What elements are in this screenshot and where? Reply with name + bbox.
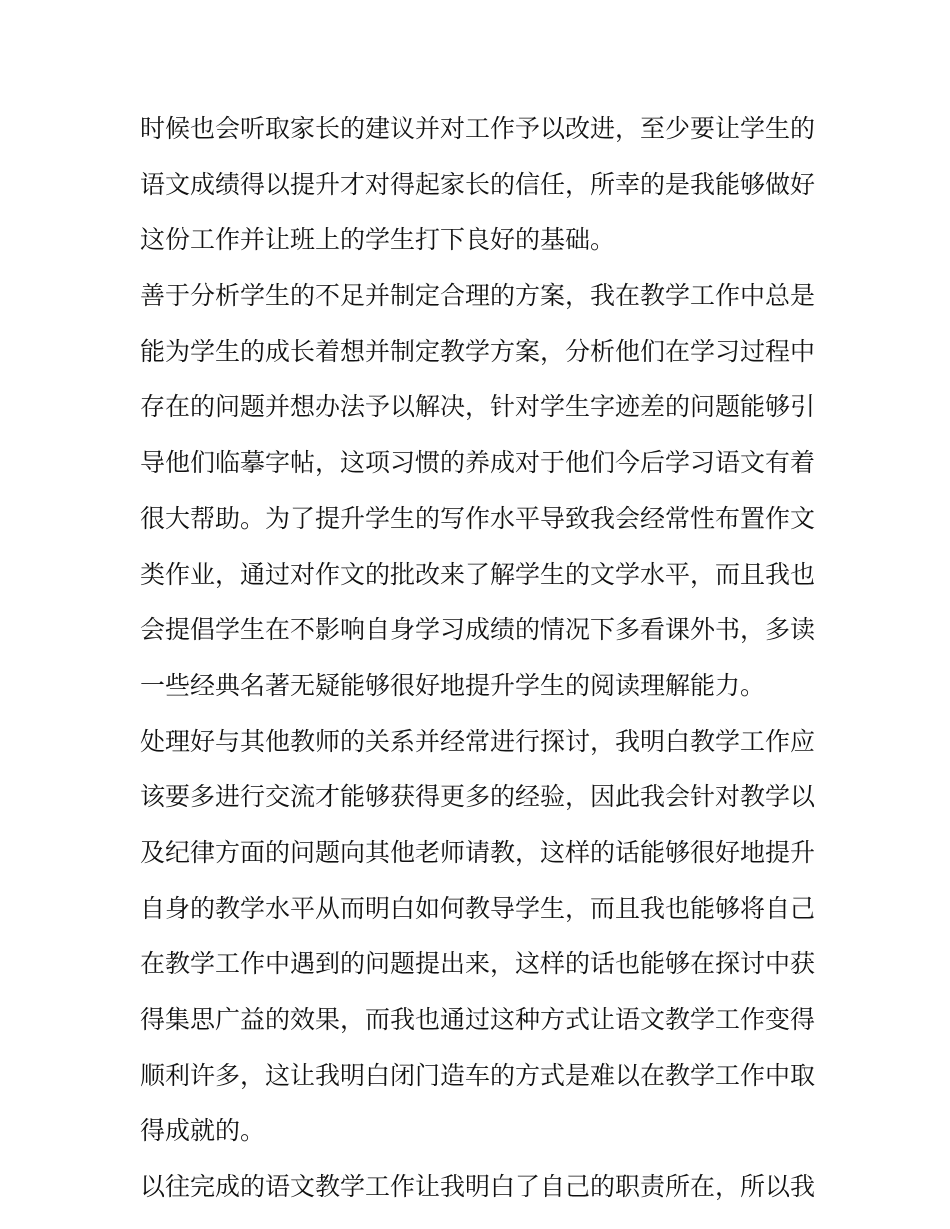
text-line: 会提倡学生在不影响自身学习成绩的情况下多看课外书，多读 <box>140 615 816 645</box>
text-line: 善于分析学生的不足并制定合理的方案，我在教学工作中总是 <box>140 281 816 311</box>
text-line: 得集思广益的效果，而我也通过这种方式让语文教学工作变得 <box>140 1005 816 1034</box>
text-line: 得成就的。 <box>140 1116 266 1146</box>
text-line: 时候也会听取家长的建议并对工作予以改进，至少要让学生的 <box>140 114 816 143</box>
text-line: 及纪律方面的问题向其他老师请教，这样的话能够很好地提升 <box>140 837 816 867</box>
text-line: 存在的问题并想办法予以解决，针对学生字迹差的问题能够引 <box>140 392 816 422</box>
text-line: 很大帮助。为了提升学生的写作水平导致我会经常性布置作文 <box>140 503 816 533</box>
document-body <box>140 108 816 1222</box>
text-line: 以往完成的语文教学工作让我明白了自己的职责所在，所以我 <box>140 1172 816 1202</box>
text-line: 一些经典名著无疑能够很好地提升学生的阅读理解能力。 <box>140 670 766 700</box>
text-line: 类作业，通过对作文的批改来了解学生的文学水平，而且我也 <box>140 559 816 589</box>
text-line: 处理好与其他教师的关系并经常进行探讨，我明白教学工作应 <box>140 726 816 756</box>
text-line: 自身的教学水平从而明白如何教导学生，而且我也能够将自己 <box>140 893 816 923</box>
text-line: 导他们临摹字帖，这项习惯的养成对于他们今后学习语文有着 <box>140 448 816 478</box>
text-line: 在教学工作中遇到的问题提出来，这样的话也能够在探讨中获 <box>140 949 816 979</box>
text-line: 该要多进行交流才能够获得更多的经验，因此我会针对教学以 <box>140 782 816 812</box>
text-line: 顺利许多，这让我明白闭门造车的方式是难以在教学工作中取 <box>140 1060 816 1090</box>
text-line: 这份工作并让班上的学生打下良好的基础。 <box>140 225 616 255</box>
text-line: 能为学生的成长着想并制定教学方案，分析他们在学习过程中 <box>140 336 816 366</box>
text-line: 语文成绩得以提升才对得起家长的信任，所幸的是我能够做好 <box>140 169 816 199</box>
